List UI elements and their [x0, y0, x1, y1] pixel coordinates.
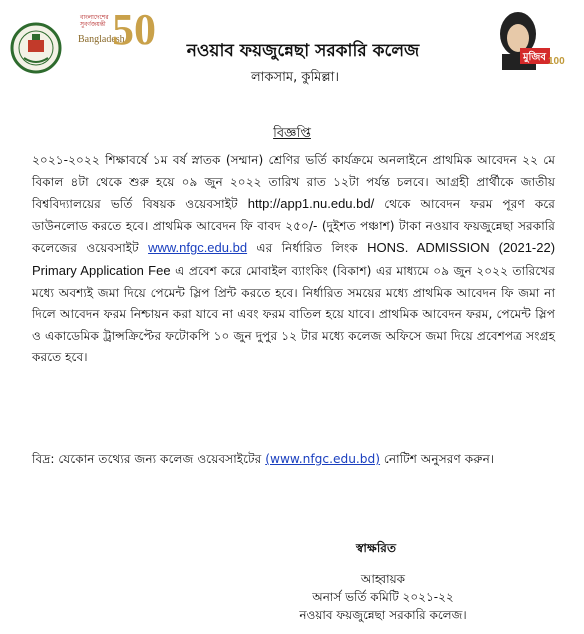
notice-footnote: বিদ্র: যেকোন তথ্যের জন্য কলেজ ওয়েবসাইটের (www.nfgc.edu.bd) নোটিশ অনুসরণ করুন।	[32, 452, 495, 466]
college-location: লাকসাম, কুমিল্লা।	[250, 70, 340, 85]
signature-block	[268, 570, 498, 624]
notice-title: বিজ্ঞপ্তি	[273, 126, 311, 141]
notice-body: ২০২১-২০২২ শিক্ষাবর্ষে ১ম বর্ষ স্নাতক (সম্মান) শ্রেণির ভর্তি কার্যক্রমে অনলাইনে প্রাথমিক আবেদন ২২ মে বিকাল ৪টা থেকে শুরু হয়ে ০৯ জুন ২০২২ তারিখ রাত ১২টা পর্যন্ত চলবে। আগ্রহী প্রার্থীকে জাতীয় বিশ্ববিদ্যালয়ের ভর্তি বিষয়ক ওয়েবসাইট http://app1.nu.edu.bd/ থেকে আবেদন ফরম পূরণ করে ডাউনলোড করতে হবে। প্রাথমিক আবেদন ফি বাবদ ২৫০/- (দুইশত পঞ্চাশ) টাকা নওয়াব ফয়জুন্নেছা সরকারি কলেজের ওয়েবসাইট www.nfgc.edu.bd এর নির্ধারিত লিংক HONS. ADMISSION (2021-22) Primary Application Fee এ প্রবেশ করে মোবাইল ব্যাংকিং (বিকাশ) এর মাধ্যমে ০৯ জুন ২০২২ তারিখের মধ্যে অবশ্যই জমা দিয়ে পেমেন্ট স্লিপ প্রিন্ট করতে হবে। নির্ধারিত সময়ের মধ্যে প্রাথমিক আবেদন ফি জমা না দিলে আবেদন ফরম নিশ্চায়ন করা যাবে না এবং ফরম বাতিল হয়ে যাবে। প্রাথমিক আবেদন ফরম, পেমেন্ট স্লিপ ও একাডেমিক ট্রান্সক্রিপ্টের ফটোকপি ১০ জুন দুপুর ১২ টার মধ্যে কলেজ অফিসে জমা দিয়ে প্রবেশপত্র সংগ্রহ করতে হবে।	[32, 153, 556, 365]
mujib-100-logo-icon	[482, 8, 570, 72]
footnote-website-link[interactable]: (www.nfgc.edu.bd)	[265, 452, 381, 466]
college-name: নওয়াব ফয়জুন্নেছা সরকারি কলেজ	[186, 41, 420, 61]
college-emblem-icon	[10, 22, 62, 74]
signatory-college: নওয়াব ফয়জুন্নেছা সরকারি কলেজ।	[299, 608, 467, 622]
svg-text:মুজিব: মুজিব	[523, 52, 546, 63]
signatory-role: আহ্বায়ক	[360, 572, 406, 586]
nu-website-url[interactable]: http://app1.nu.edu.bd/	[247, 196, 375, 212]
letterhead	[0, 0, 584, 100]
college-website-link[interactable]: www.nfgc.edu.bd	[148, 240, 248, 256]
signatory-committee: অনার্স ভর্তি কমিটি ২০২১-২২	[312, 590, 454, 604]
admission-link-label: HONS. ADMISSION (2021-22) Primary Application Fee	[32, 240, 556, 278]
signed-label: স্বাক্ষরিত	[356, 541, 397, 555]
bangladesh-50-logo: বাংলাদেশের সুবর্ণজয়ন্তী Bangladesh 50	[78, 5, 156, 54]
svg-text:100: 100	[548, 56, 565, 67]
